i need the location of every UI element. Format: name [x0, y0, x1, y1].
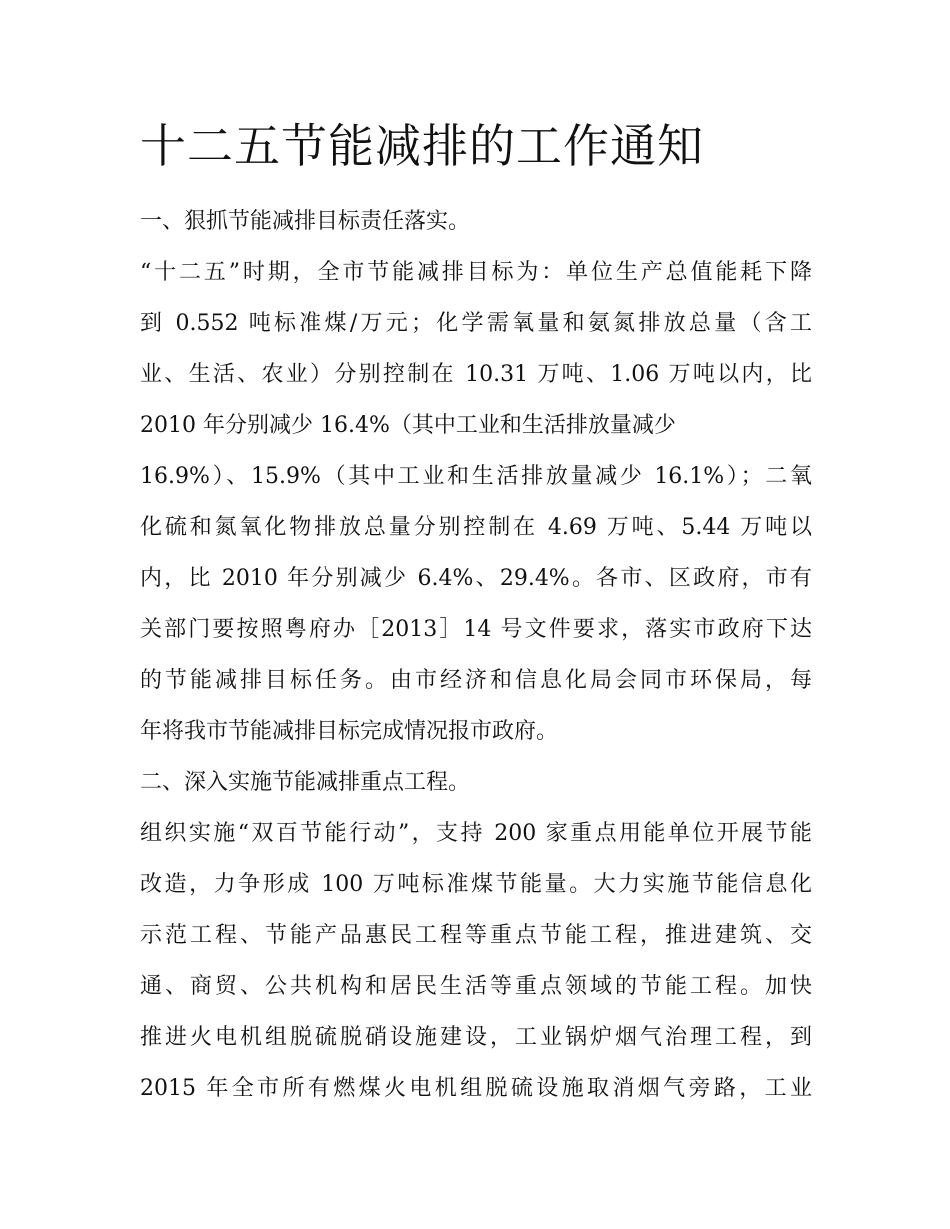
paragraph-line: 16.9%）、15.9%（其中工业和生活排放量减少 16.1%）；二氧: [140, 464, 812, 489]
paragraph-line: 到 0.552 吨标准煤/万元；化学需氧量和氨氮排放总量（含工: [140, 311, 812, 336]
document-body: [140, 196, 812, 1114]
paragraph-line: 年将我市节能减排目标完成情况报市政府。: [140, 719, 559, 744]
paragraph-line: 关部门要按照粤府办［2013］14 号文件要求，落实市政府下达: [140, 617, 812, 642]
paragraph-line: 通、商贸、公共机构和居民生活等重点领域的节能工程。加快: [140, 974, 812, 999]
document-title: 十二五节能减排的工作通知: [140, 119, 704, 173]
paragraph-line: “十二五”时期，全市节能减排目标为：单位生产总值能耗下降: [140, 260, 812, 285]
paragraph-line: 改造，力争形成 100 万吨标准煤节能量。大力实施节能信息化: [140, 872, 812, 897]
paragraph-line: 化硫和氮氧化物排放总量分别控制在 4.69 万吨、5.44 万吨以: [140, 515, 812, 540]
paragraph-line: 示范工程、节能产品惠民工程等重点节能工程，推进建筑、交: [140, 923, 812, 948]
paragraph-line: 2010 年分别减少 16.4%（其中工业和生活排放量减少: [140, 413, 676, 438]
paragraph-line: 组织实施“双百节能行动”，支持 200 家重点用能单位开展节能: [140, 821, 812, 846]
section-heading-1: 一、狠抓节能减排目标责任落实。: [140, 209, 471, 234]
section-heading-2: 二、深入实施节能减排重点工程。: [140, 770, 471, 795]
paragraph-line: 的节能减排目标任务。由市经济和信息化局会同市环保局，每: [140, 668, 812, 693]
paragraph-line: 业、生活、农业）分别控制在 10.31 万吨、1.06 万吨以内，比: [140, 362, 812, 387]
paragraph-line: 内，比 2010 年分别减少 6.4%、29.4%。各市、区政府，市有: [140, 566, 812, 591]
paragraph-line: 推进火电机组脱硫脱硝设施建设，工业锅炉烟气治理工程，到: [140, 1025, 812, 1050]
paragraph-line: 2015 年全市所有燃煤火电机组脱硫设施取消烟气旁路，工业: [140, 1076, 812, 1101]
